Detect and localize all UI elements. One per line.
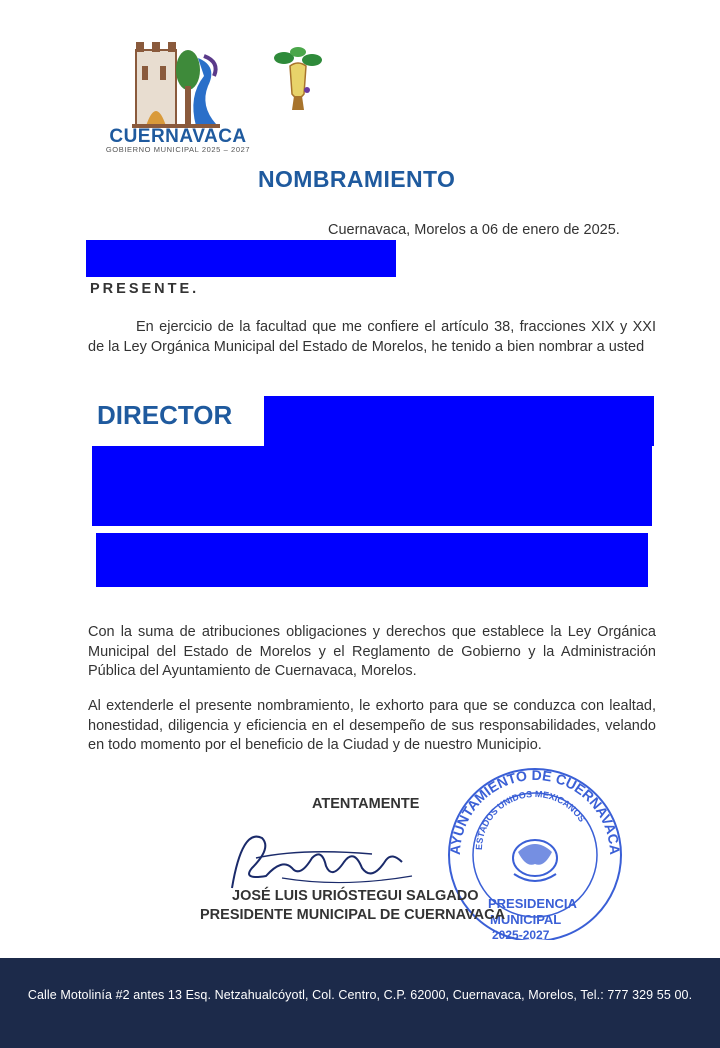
appointment-paragraph (88, 318, 656, 357)
attributions-paragraph: Con la suma de atribuciones obligaciones y derechos que establece la Ley Orgánica Municipal del Estado de Morelos y el Reglamento de Gobierno y la Administración Pública del Ayuntamiento de Cuernavaca, Morelos. (88, 624, 656, 679)
date-line: Cuernavaca, Morelos a 06 de enero de 2025. (328, 222, 620, 238)
redacted-position-detail (264, 396, 654, 446)
footer-bar (0, 958, 720, 1048)
seal-inner-text: ESTADOS UNIDOS MEXICANOS (473, 788, 588, 851)
tree-emblem-icon (270, 44, 326, 116)
seal-office-line-1: PRESIDENCIA (488, 896, 577, 911)
exhortation-paragraph: Al extenderle el presente nombramiento, le exhorto para que se conduzca con lealtad, honestidad, diligencia y eficiencia en el desempeño de sus responsabilidades, velando en todo momento por el beneficio de la Ciudad y de nuestro Municipio. (88, 698, 656, 753)
appointment-paragraph-text: En ejercicio de la facultad que me confiere el artículo 38, fracciones XIX y XXI de la Ley Orgánica Municipal del Estado de Morelos, he tenido a bien nombrar a usted (88, 319, 656, 355)
handwritten-signature (222, 818, 422, 898)
signer-name: JOSÉ LUIS URIÓSTEGUI SALGADO (232, 888, 479, 904)
seal-office-line-2: MUNICIPAL (490, 912, 562, 927)
footer-address: Calle Motolinía #2 antes 13 Esq. Netzahualcóyotl, Col. Centro, C.P. 62000, Cuernavaca, Morelos, Tel.: 777 329 55 00. (27, 988, 693, 1002)
signer-title: PRESIDENTE MUNICIPAL DE CUERNAVACA (200, 907, 506, 923)
logo-subtitle: GOBIERNO MUNICIPAL 2025 – 2027 (105, 145, 251, 154)
redacted-position-block-2 (96, 533, 648, 587)
closing: ATENTAMENTE (312, 796, 420, 812)
seal-period: 2025-2027 (492, 928, 550, 942)
position-label: DIRECTOR (97, 400, 233, 430)
redacted-position-block (92, 446, 652, 526)
document-title: NOMBRAMIENTO (258, 166, 456, 192)
logo-wordmark: CUERNAVACA (109, 126, 247, 147)
redacted-recipient-name (86, 240, 396, 277)
salutation: PRESENTE. (90, 281, 200, 297)
seal-outer-text: AYUNTAMIENTO DE CUERNAVACA (446, 766, 624, 856)
